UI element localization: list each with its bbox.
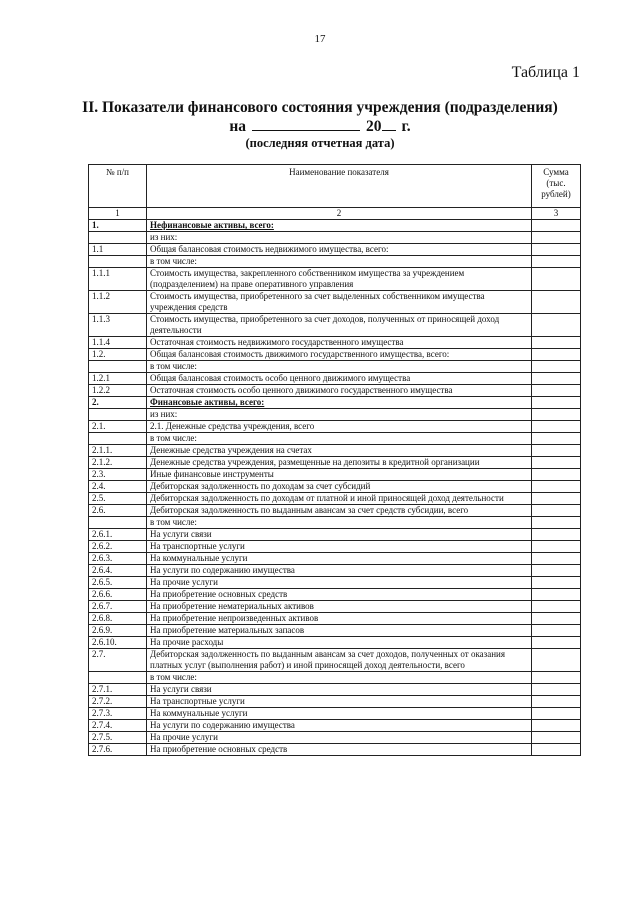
- index-cell: 3: [532, 208, 581, 220]
- row-sum-cell: [532, 421, 581, 433]
- row-sum-cell: [532, 397, 581, 409]
- row-number-cell: [89, 361, 147, 373]
- row-name-cell: Дебиторская задолженность по выданным авансам за счет средств субсидии, всего: [147, 505, 532, 517]
- row-number-cell: 2.7.1.: [89, 684, 147, 696]
- row-name-cell: Стоимость имущества, приобретенного за счет доходов, полученных от приносящей доход деятельности: [147, 314, 532, 337]
- table-header-row: [89, 165, 581, 208]
- row-sum-cell: [532, 361, 581, 373]
- row-name-cell: в том числе:: [147, 433, 532, 445]
- row-name-cell: На транспортные услуги: [147, 696, 532, 708]
- row-name-cell: Остаточная стоимость недвижимого государственного имущества: [147, 337, 532, 349]
- row-name-cell: Стоимость имущества, закрепленного собственником имущества за учреждением (подразделением) на праве оперативного управления: [147, 268, 532, 291]
- row-name-cell: На прочие услуги: [147, 732, 532, 744]
- row-number-cell: 2.7.5.: [89, 732, 147, 744]
- row-number-cell: [89, 672, 147, 684]
- row-name-cell: в том числе:: [147, 256, 532, 268]
- row-number-cell: 1.1.2: [89, 291, 147, 314]
- row-name-cell: в том числе:: [147, 672, 532, 684]
- row-name-cell: На приобретение нематериальных активов: [147, 601, 532, 613]
- row-sum-cell: [532, 732, 581, 744]
- row-sum-cell: [532, 708, 581, 720]
- row-number-cell: [89, 517, 147, 529]
- row-number-cell: 2.6.5.: [89, 577, 147, 589]
- row-sum-cell: [532, 720, 581, 732]
- row-name-cell: 2.1. Денежные средства учреждения, всего: [147, 421, 532, 433]
- row-sum-cell: [532, 469, 581, 481]
- header-name: Наименование показателя: [147, 165, 532, 208]
- date-note: (последняя отчетная дата): [245, 136, 395, 150]
- row-sum-cell: [532, 314, 581, 337]
- row-name-cell: Иные финансовые инструменты: [147, 469, 532, 481]
- table-row: [89, 637, 581, 649]
- row-sum-cell: [532, 337, 581, 349]
- row-name-cell: Общая балансовая стоимость движимого государственного имущества, всего:: [147, 349, 532, 361]
- row-name-cell: Общая балансовая стоимость особо ценного движимого имущества: [147, 373, 532, 385]
- row-number-cell: 2.6.1.: [89, 529, 147, 541]
- date-prefix: на: [229, 118, 246, 135]
- row-sum-cell: [532, 505, 581, 517]
- row-sum-cell: [532, 541, 581, 553]
- table-row: [89, 232, 581, 244]
- table-row: [89, 505, 581, 517]
- row-number-cell: 2.6.10.: [89, 637, 147, 649]
- row-number-cell: 2.1.1.: [89, 445, 147, 457]
- row-name-cell: На коммунальные услуги: [147, 708, 532, 720]
- row-sum-cell: [532, 481, 581, 493]
- row-sum-cell: [532, 433, 581, 445]
- row-sum-cell: [532, 696, 581, 708]
- row-number-cell: 1.1: [89, 244, 147, 256]
- row-name-cell: из них:: [147, 409, 532, 421]
- row-sum-cell: [532, 649, 581, 672]
- row-name-cell: Дебиторская задолженность по доходам за счет субсидий: [147, 481, 532, 493]
- table-row: [89, 361, 581, 373]
- row-sum-cell: [532, 637, 581, 649]
- row-sum-cell: [532, 232, 581, 244]
- table-label: Таблица 1: [511, 64, 580, 81]
- table-row: [89, 268, 581, 291]
- row-number-cell: [89, 409, 147, 421]
- table-body: [89, 165, 581, 756]
- row-sum-cell: [532, 553, 581, 565]
- row-number-cell: 1.: [89, 220, 147, 232]
- row-sum-cell: [532, 601, 581, 613]
- row-sum-cell: [532, 672, 581, 684]
- row-number-cell: 2.7.2.: [89, 696, 147, 708]
- table-row: [89, 601, 581, 613]
- row-name-cell: На услуги по содержанию имущества: [147, 565, 532, 577]
- table-row: [89, 541, 581, 553]
- table-row: [89, 696, 581, 708]
- row-sum-cell: [532, 565, 581, 577]
- table-row: [89, 256, 581, 268]
- row-number-cell: 2.6.3.: [89, 553, 147, 565]
- table-row: [89, 672, 581, 684]
- table-row: [89, 291, 581, 314]
- row-sum-cell: [532, 457, 581, 469]
- row-number-cell: 2.1.: [89, 421, 147, 433]
- row-number-cell: 2.7.6.: [89, 744, 147, 756]
- table-row: [89, 349, 581, 361]
- table-row: [89, 469, 581, 481]
- row-name-cell: Денежные средства учреждения на счетах: [147, 445, 532, 457]
- row-name-cell: в том числе:: [147, 361, 532, 373]
- row-sum-cell: [532, 684, 581, 696]
- row-sum-cell: [532, 373, 581, 385]
- row-name-cell: Нефинансовые активы, всего:: [147, 220, 532, 232]
- table-row: [89, 684, 581, 696]
- table-row: [89, 625, 581, 637]
- table-row: [89, 613, 581, 625]
- row-sum-cell: [532, 291, 581, 314]
- table-row: [89, 409, 581, 421]
- table-row: [89, 708, 581, 720]
- row-number-cell: 2.7.4.: [89, 720, 147, 732]
- row-name-cell: На прочие расходы: [147, 637, 532, 649]
- row-sum-cell: [532, 256, 581, 268]
- row-name-cell: На коммунальные услуги: [147, 553, 532, 565]
- row-sum-cell: [532, 517, 581, 529]
- row-sum-cell: [532, 613, 581, 625]
- row-number-cell: 1.2.2: [89, 385, 147, 397]
- page-number: 17: [314, 33, 326, 45]
- row-name-cell: Дебиторская задолженность по выданным авансам за счет доходов, полученных от оказания платных услуг (выполнения работ) и иной приносящей доход деятельности, всего: [147, 649, 532, 672]
- row-number-cell: 2.6.4.: [89, 565, 147, 577]
- row-sum-cell: [532, 385, 581, 397]
- year-blank: [382, 118, 396, 131]
- table-row: [89, 314, 581, 337]
- table-row: [89, 337, 581, 349]
- row-sum-cell: [532, 744, 581, 756]
- row-name-cell: Общая балансовая стоимость недвижимого имущества, всего:: [147, 244, 532, 256]
- date-suffix: г.: [401, 118, 411, 135]
- date-blank: [252, 118, 360, 131]
- table-row: [89, 481, 581, 493]
- table-row: [89, 421, 581, 433]
- row-name-cell: На приобретение основных средств: [147, 589, 532, 601]
- table-row: [89, 457, 581, 469]
- row-number-cell: 2.5.: [89, 493, 147, 505]
- row-number-cell: [89, 433, 147, 445]
- date-line: [0, 118, 640, 136]
- row-name-cell: На приобретение материальных запасов: [147, 625, 532, 637]
- table-row: [89, 220, 581, 232]
- table-row: [89, 553, 581, 565]
- table-row: [89, 529, 581, 541]
- row-sum-cell: [532, 244, 581, 256]
- index-cell: 2: [147, 208, 532, 220]
- table-row: [89, 445, 581, 457]
- row-sum-cell: [532, 445, 581, 457]
- financial-indicators-table: [88, 164, 581, 756]
- row-name-cell: Остаточная стоимость особо ценного движимого государственного имущества: [147, 385, 532, 397]
- table-row: [89, 649, 581, 672]
- row-number-cell: 2.6.8.: [89, 613, 147, 625]
- row-name-cell: На прочие услуги: [147, 577, 532, 589]
- row-number-cell: 1.1.1: [89, 268, 147, 291]
- table-row: [89, 577, 581, 589]
- header-sum: Сумма (тыс. рублей): [532, 165, 581, 208]
- row-sum-cell: [532, 349, 581, 361]
- table-row: [89, 385, 581, 397]
- row-name-cell: На услуги связи: [147, 684, 532, 696]
- row-number-cell: 2.3.: [89, 469, 147, 481]
- row-sum-cell: [532, 625, 581, 637]
- table-row: [89, 744, 581, 756]
- table-row: [89, 732, 581, 744]
- row-number-cell: 2.6.2.: [89, 541, 147, 553]
- row-sum-cell: [532, 529, 581, 541]
- row-number-cell: 2.6.7.: [89, 601, 147, 613]
- row-number-cell: 2.6.9.: [89, 625, 147, 637]
- row-number-cell: [89, 256, 147, 268]
- row-name-cell: На транспортные услуги: [147, 541, 532, 553]
- header-num: № п/п: [89, 165, 147, 208]
- row-sum-cell: [532, 409, 581, 421]
- row-number-cell: 2.4.: [89, 481, 147, 493]
- row-name-cell: Финансовые активы, всего:: [147, 397, 532, 409]
- row-name-cell: На услуги связи: [147, 529, 532, 541]
- row-sum-cell: [532, 220, 581, 232]
- date-year: 20: [366, 118, 382, 135]
- section-title: II. Показатели финансового состояния учреждения (подразделения): [82, 99, 558, 116]
- row-number-cell: 1.2.1: [89, 373, 147, 385]
- index-cell: 1: [89, 208, 147, 220]
- row-number-cell: 1.1.4: [89, 337, 147, 349]
- table-row: [89, 565, 581, 577]
- row-sum-cell: [532, 589, 581, 601]
- row-number-cell: 2.1.2.: [89, 457, 147, 469]
- row-name-cell: Денежные средства учреждения, размещенные на депозиты в кредитной организации: [147, 457, 532, 469]
- row-sum-cell: [532, 268, 581, 291]
- row-name-cell: На услуги по содержанию имущества: [147, 720, 532, 732]
- row-number-cell: 2.7.: [89, 649, 147, 672]
- row-sum-cell: [532, 577, 581, 589]
- row-name-cell: Стоимость имущества, приобретенного за счет выделенных собственником имущества учреждения средств: [147, 291, 532, 314]
- row-number-cell: 2.6.6.: [89, 589, 147, 601]
- table-row: [89, 517, 581, 529]
- row-number-cell: [89, 232, 147, 244]
- row-sum-cell: [532, 493, 581, 505]
- table-row: [89, 589, 581, 601]
- table-row: [89, 720, 581, 732]
- row-name-cell: На приобретение непроизведенных активов: [147, 613, 532, 625]
- table-row: [89, 373, 581, 385]
- row-name-cell: На приобретение основных средств: [147, 744, 532, 756]
- row-number-cell: 1.2.: [89, 349, 147, 361]
- row-name-cell: из них:: [147, 232, 532, 244]
- column-index-row: [89, 208, 581, 220]
- row-number-cell: 2.6.: [89, 505, 147, 517]
- row-name-cell: в том числе:: [147, 517, 532, 529]
- table-row: [89, 493, 581, 505]
- table-row: [89, 397, 581, 409]
- row-name-cell: Дебиторская задолженность по доходам от платной и иной приносящей доход деятельности: [147, 493, 532, 505]
- row-number-cell: 1.1.3: [89, 314, 147, 337]
- table-row: [89, 244, 581, 256]
- row-number-cell: 2.7.3.: [89, 708, 147, 720]
- row-number-cell: 2.: [89, 397, 147, 409]
- table-row: [89, 433, 581, 445]
